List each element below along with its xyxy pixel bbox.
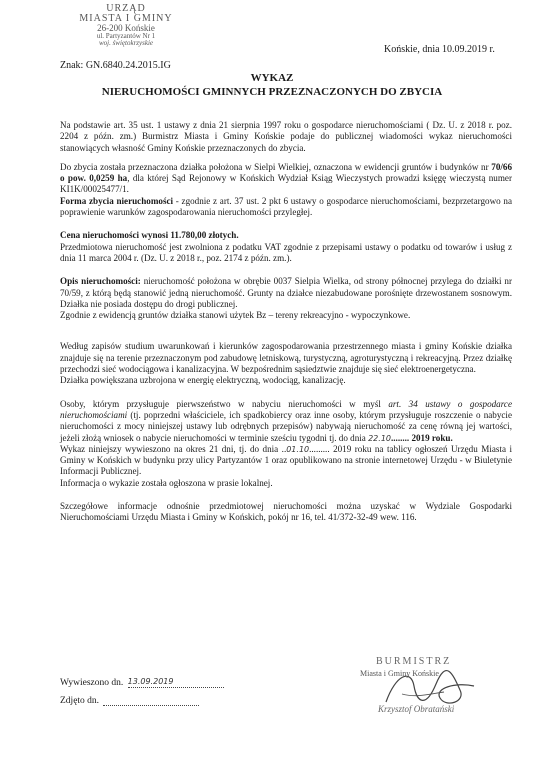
text-span: - zgodnie z art. 37 ust. 2 pkt 6 ustawy o gospodarce nieruchomościami, bezprzetargowo na poprawienie warunków zagospodarowania nieruchomości przyległej. xyxy=(60,195,512,218)
text-span: nieruchomość położona w obrębie 0037 Sielpia Wielka, od strony północnej przylega do działki nr 70/59, z którą będą stanowić jedną nieruchomość. Grunty na działce niezabudowane porośnięte drzewostanem sosnowym. Działka nie posiada dostępu do drogi publicznej. xyxy=(60,276,512,309)
stamp-line: woj. świętokrzyskie xyxy=(98,39,154,47)
stamp-line: ul. Partyzantów Nr 1 xyxy=(96,32,156,40)
text-span: (tj. poprzedni właściciele, ich spadkobiercy oraz inne osoby, którym przysługuje roszczenie o nabycie nieruchomości z mocy niniejszej ustawy lub odrębnych przepisów) nabywają nieruchomość za cenę równą jej wartości, jeżeli złożą wniosek o nabycie nieruchomości w terminie sześciu tygodni tj. do dnia xyxy=(60,409,512,443)
paragraph-price: Cena nieruchomości wynosi 11.780,00 złotych. xyxy=(60,230,239,241)
handwritten-deadline: 22.10 xyxy=(368,433,391,443)
paragraph-contact: Szczegółowe informacje odnośnie przedmiotowej nieruchomości można uzyskać w Wydziale Gospodarki Nieruchomościami Urzędu Miasta i Gminy w Końskich, pokój nr 16, tel. 41/372-32-49 wew. 116. xyxy=(60,501,512,523)
paragraph-legal-basis: Na podstawie art. 35 ust. 1 ustawy z dnia 21 sierpnia 1997 roku o gospodarce nieruchomościami ( Dz. U. z 2018 r. poz. 2204 z późn. zm.) Burmistrz Miasta i Gminy Końskie podaje do publicznej wiadomości wykaz nieruchomości stanowiących własność Gminy Końskie przeznaczonych do zbycia. xyxy=(60,120,512,153)
text-span: ......... 2019 roku na tablicy ogłoszeń Urzędu Miasta i Gminy w Końskich w budynku przy ulicy Partyzantów 1 oraz opublikowano na stronie internetowej Urzędu - w Biuletynie Informacji Publicznej. xyxy=(60,443,512,477)
paragraph-priority xyxy=(60,399,512,444)
signature-title: BURMISTRZ xyxy=(376,656,452,667)
stamp-line: 26-200 Końskie xyxy=(97,23,155,33)
signature-stamp xyxy=(356,656,506,756)
office-stamp xyxy=(74,4,178,47)
removed-date-row xyxy=(60,695,199,706)
text-span: Wykaz niniejszy wywieszono na okres 21 dni, tj. do dnia .. xyxy=(60,443,287,454)
handwritten-posted-date: 13.09.2019 xyxy=(127,677,174,686)
paragraph-parcel xyxy=(60,162,512,196)
paragraph-posting xyxy=(60,444,512,478)
document-subtitle: NIERUCHOMOŚCI GMINNYCH PRZEZNACZONYCH DO ZBYCIA xyxy=(101,86,443,98)
parcel-number: 70/66 o pow. 0,0259 ha xyxy=(60,161,512,184)
stamp-line: MIASTA I GMINY xyxy=(79,13,173,24)
paragraph-description xyxy=(60,276,512,310)
posted-label: Wywieszono dn. xyxy=(60,678,124,688)
paragraph-vat: Przedmiotowa nieruchomość jest zwolniona z podatku VAT zgodnie z przepisami ustawy o podatku od towarów i usług z dnia 11 marca 2004 r. (Dz. U. z 2018 r., poz. 2174 z późn. zm.). xyxy=(60,241,512,263)
handwritten-posting-date: 01.10 xyxy=(286,444,310,454)
paragraph-press: Informacja o wykazie została ogłoszona w prasie lokalnej. xyxy=(60,477,273,488)
law-reference: art. 34 ustawy o gospodarce nieruchomościami xyxy=(60,398,512,420)
document-title: WYKAZ xyxy=(250,72,294,84)
removed-date-line xyxy=(103,695,199,706)
signatory-name: Krzysztof Obratański xyxy=(378,704,455,714)
removed-label: Zdjęto dn. xyxy=(60,696,100,706)
text-span: Do zbycia została przeznaczona działka położona w Sielpi Wielkiej, oznaczona w ewidencji gruntów i budynków nr xyxy=(60,161,492,172)
text-span: ........ 2019 roku. xyxy=(391,432,453,443)
signature-subtitle: Miasta i Gminy Końskie xyxy=(360,669,439,678)
document-body xyxy=(60,120,512,524)
paragraph-land-use: Zgodnie z ewidencją gruntów działka stanowi użytek Bz – tereny rekreacyjno - wypoczynkowe. xyxy=(60,310,411,321)
paragraph-utilities: Działka powiększana uzbrojona w energię elektryczną, wodociąg, kanalizację. xyxy=(60,375,346,386)
posted-date-row xyxy=(60,677,224,688)
text-span: Osoby, którym przysługuje pierwszeństwo w nabyciu nieruchomości w myśl xyxy=(60,398,389,409)
paragraph-sale-form xyxy=(60,196,512,219)
sale-form-label: Forma zbycia nieruchomości xyxy=(60,195,174,206)
posted-date-line xyxy=(128,677,224,688)
reference-number: Znak: GN.6840.24.2015.IG xyxy=(60,60,171,71)
stamp-line: URZĄD xyxy=(106,3,146,14)
description-label: Opis nieruchomości: xyxy=(60,276,141,287)
place-date: Końskie, dnia 10.09.2019 r. xyxy=(384,44,495,55)
handwritten-signature-icon xyxy=(356,664,496,724)
paragraph-study: Według zapisów studium uwarunkowań i kierunków zagospodarowania przestrzennego miasta i gminy Końskie działka znajduje się na terenie przeznaczonym pod zabudowę letniskową, turystyczną, agroturystyczną i rekreacyjną. Przez działkę przechodzi sieć wodociągowa i kanalizacyjna. W bezpośrednim sąsiedztwie znajduje się sieć elektroenergetyczna. xyxy=(60,341,512,375)
text-span: , dla której Sąd Rejonowy w Końskich Wydział Ksiąg Wieczystych prowadzi księgę wieczystą numer KI1K/00025477/1. xyxy=(60,173,512,195)
